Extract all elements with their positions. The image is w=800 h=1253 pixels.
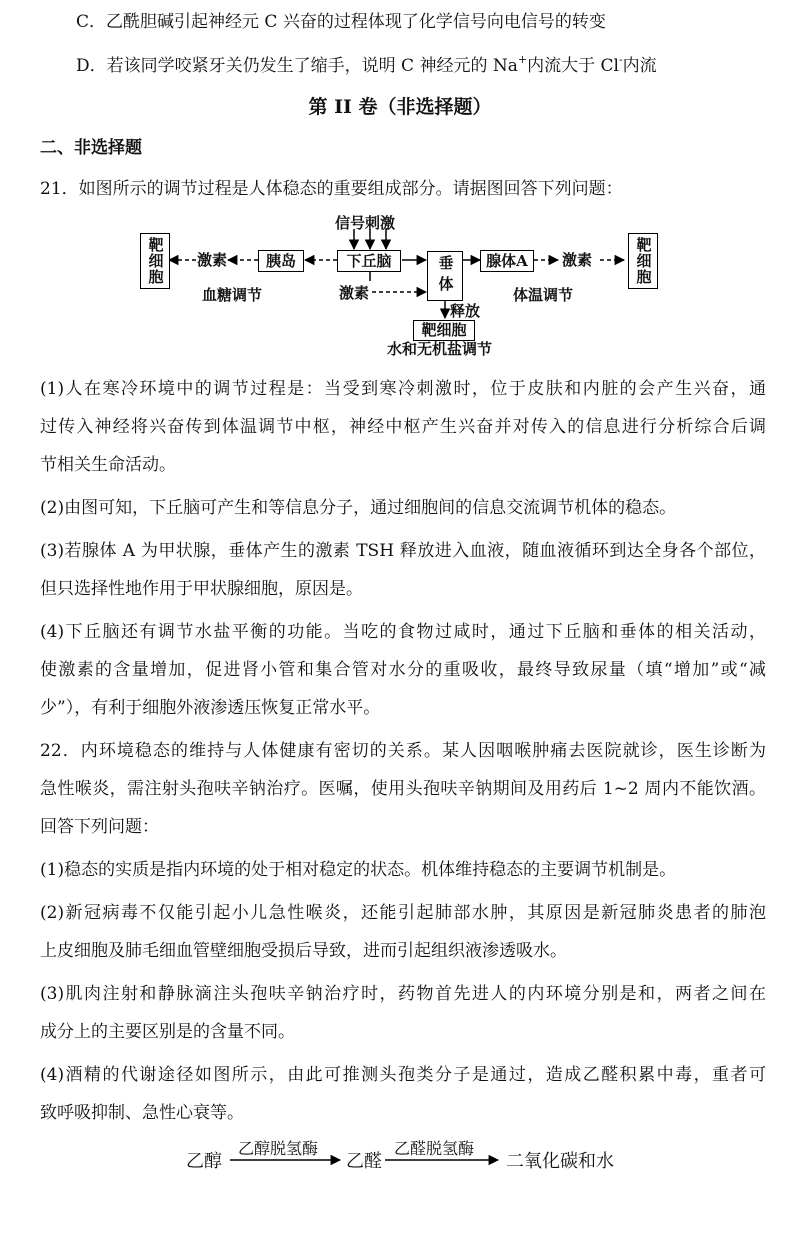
ethanol-label: 乙醇	[186, 1151, 222, 1172]
q22-part3-line2: 成分上的主要区别是的含量不同。	[40, 1022, 295, 1042]
superscript-minus: -	[618, 53, 623, 67]
q22-part1: (1)稳态的实质是指内环境的处于相对稳定的状态。机体维持稳态的主要调节机制是。	[40, 860, 677, 880]
target-cell-right	[628, 233, 658, 289]
q22-stem-line3: 回答下列问题：	[40, 817, 159, 837]
q22-stem-line1: 22．内环境稳态的维持与人体健康有密切的关系。某人因咽喉肿痛去医院就诊，医生诊断为	[40, 741, 766, 761]
q21-part3-line1: (3)若腺体 A 为甲状腺，垂体产生的激素 TSH 释放进入血液，随血液循环到达全身各个部位，	[40, 541, 766, 561]
q21-part3-line2: 但只选择性地作用于甲状腺细胞，原因是。	[40, 579, 363, 599]
target-cell-left	[140, 233, 170, 289]
option-d-end: 内流	[622, 56, 657, 76]
q22-part2-line2: 上皮细胞及肺毛细血管壁细胞受损后导致，进而引起组织液渗透吸水。	[40, 941, 567, 961]
label-water-salt: 水和无机盐调节	[387, 340, 493, 358]
q21-part1-line3: 节相关生命活动。	[40, 455, 176, 475]
alcohol-dehydrogenase-label: 乙醇脱氢酶	[238, 1139, 319, 1158]
target-cell-left-label: 靶细胞	[146, 237, 165, 285]
signal-stimulus: 信号刺激	[335, 214, 396, 232]
q21-part4-line1: (4)下丘脑还有调节水盐平衡的功能。当吃的食物过咸时，通过下丘脑和垂体的相关活动，	[40, 622, 766, 642]
hormone-left: 激素	[197, 251, 228, 269]
hypothalamus-box: 下丘脑	[337, 250, 401, 272]
pituitary-label: 垂体	[436, 255, 455, 297]
pituitary-box	[427, 251, 463, 301]
q22-part2-line1: (2)新冠病毒不仅能引起小儿急性喉炎，还能引起肺部水肿，其原因是新冠肺炎患者的肺泡	[40, 903, 766, 923]
q22-part4-line1: (4)酒精的代谢途径如图所示，由此可推测头孢类分子是通过，造成乙醛积累中毒，重者可	[40, 1065, 766, 1085]
q22-stem-line2: 急性喉炎，需注射头孢呋辛钠治疗。医嘱，使用头孢呋辛钠期间及用药后 1~2 周内不能饮酒。	[40, 779, 766, 799]
label-blood-glucose: 血糖调节	[202, 286, 263, 304]
target-cell-right-label: 靶细胞	[634, 237, 653, 285]
superscript-plus: +	[517, 53, 528, 67]
q22-part4-line2: 致呼吸抑制、急性心衰等。	[40, 1103, 244, 1123]
q21-part2: (2)由图可知，下丘脑可产生和等信息分子，通过细胞间的信息交流调节机体的稳态。	[40, 498, 677, 518]
q21-part1-line2: 过传入神经将兴奋传到体温调节中枢，神经中枢产生兴奋并对传入的信息进行分析综合后调	[40, 417, 766, 437]
section-heading: 二、非选择题	[40, 138, 142, 158]
alcohol-metabolism-diagram	[180, 1138, 640, 1178]
label-body-temperature: 体温调节	[513, 286, 574, 304]
aldehyde-dehydrogenase-label: 乙醛脱氢酶	[394, 1139, 475, 1158]
regulation-diagram	[140, 215, 660, 360]
release-label: 释放	[450, 302, 481, 320]
q21-part4-line3: 少”），有利于细胞外液渗透压恢复正常水平。	[40, 698, 381, 718]
option-d	[76, 55, 766, 77]
q21-part4-line2: 使激素的含量增加，促进肾小管和集合管对水分的重吸收，最终导致尿量（填“增加”或“减	[40, 660, 766, 680]
q21-stem: 21．如图所示的调节过程是人体稳态的重要组成部分。请据图回答下列问题：	[40, 179, 623, 199]
gland-a-box: 腺体A	[480, 250, 534, 272]
pancreatic-islet-box: 胰岛	[258, 250, 304, 272]
hormone-mid: 激素	[339, 284, 370, 302]
target-cell-bottom: 靶细胞	[413, 320, 475, 341]
option-c: C．乙酰胆碱引起神经元 C 兴奋的过程体现了化学信号向电信号的转变	[76, 12, 606, 32]
hormone-right: 激素	[562, 251, 593, 269]
section-title: 第 II 卷（非选择题）	[308, 96, 492, 118]
option-d-text: D．若该同学咬紧牙关仍发生了缩手，说明 C 神经元的 Na	[76, 56, 518, 76]
product-label: 二氧化碳和水	[506, 1151, 614, 1172]
q22-part3-line1: (3)肌肉注射和静脉滴注头孢呋辛钠治疗时，药物首先进人的内环境分别是和，两者之间在	[40, 984, 766, 1004]
acetaldehyde-label: 乙醛	[346, 1151, 382, 1172]
q21-part1-line1: (1)人在寒冷环境中的调节过程是：当受到寒冷刺激时，位于皮肤和内脏的会产生兴奋，通	[40, 379, 766, 399]
option-d-mid: 内流大于 Cl	[527, 56, 619, 76]
